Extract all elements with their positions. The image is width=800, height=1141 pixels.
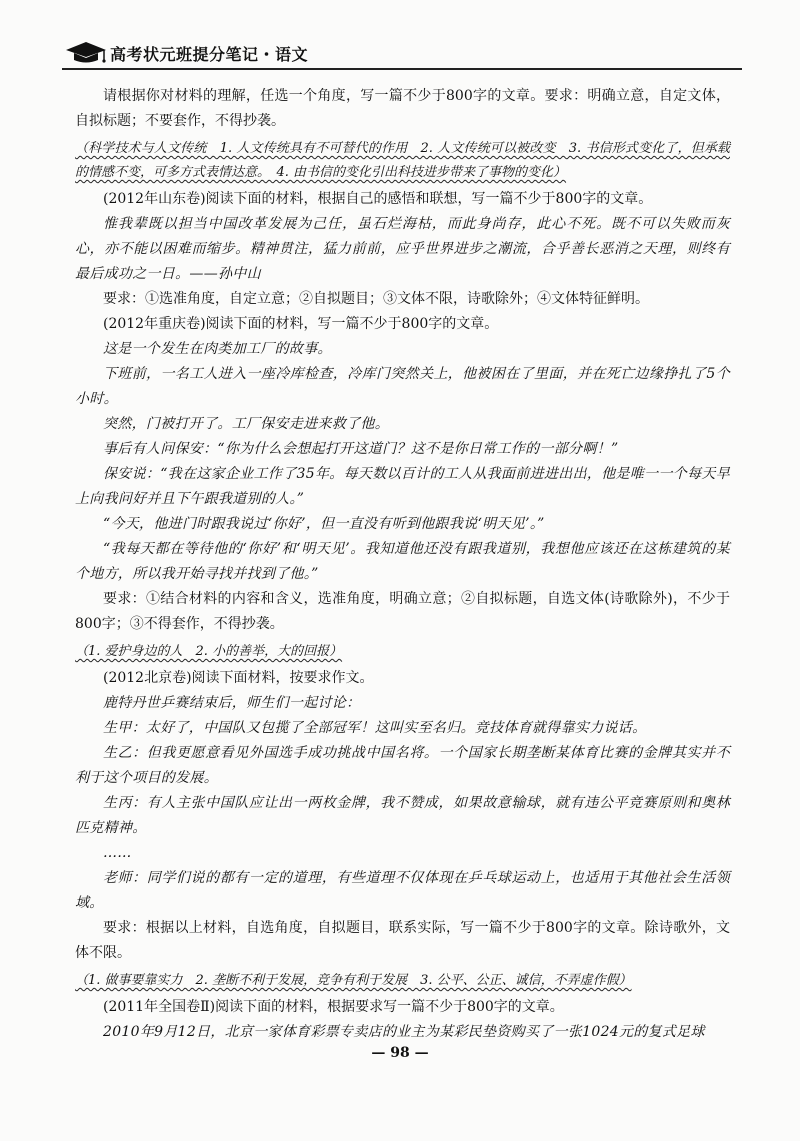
paragraph: 惟我辈既以担当中国改革发展为己任，虽石烂海枯，而此身尚存，此心不死。既不可以失败而灰心，亦不能以困难而缩步。精神贯注，猛力前前，应乎世界进步之潮流，合乎善长恶消之天理，则终有最后成功之一日。——孙中山 — [75, 216, 730, 282]
answer-note: （1. 爱护身边的人 2. 小的善举，大的回报） — [75, 644, 343, 659]
paragraph: 突然，门被打开了。工厂保安走进来救了他。 — [103, 416, 389, 432]
paragraph: (2012北京卷)阅读下面材料，按要求作文。 — [103, 670, 374, 686]
paragraph: (2012年重庆卷)阅读下面的材料，写一篇不少于800字的文章。 — [103, 316, 499, 332]
paragraph: 要求：①选准角度，自定立意；②自拟题目；③文体不限，诗歌除外；④文体特征鲜明。 — [103, 291, 649, 307]
paragraph: 生乙：但我更愿意看见外国选手成功挑战中国名将。一个国家长期垄断某体育比赛的金牌其实并不利于这个项目的发展。 — [75, 745, 730, 786]
paragraph: 2010年9月12日，北京一家体育彩票专卖店的业主为某彩民垫资购买了一张1024元的复式足球 — [103, 1024, 705, 1040]
paragraph: 生丙：有人主张中国队应让出一两枚金牌，我不赞成，如果故意输球，就有违公平竞赛原则和奥林匹克精神。 — [75, 795, 730, 836]
paragraph: (2011年全国卷Ⅱ)阅读下面的材料，根据要求写一篇不少于800字的文章。 — [103, 999, 564, 1015]
paragraph: 请根据你对材料的理解，任选一个角度，写一篇不少于800字的文章。要求：明确立意，自定文体，自拟标题；不要套作，不得抄袭。 — [75, 88, 730, 129]
paragraph: 鹿特丹世乒赛结束后，师生们一起讨论： — [103, 695, 361, 711]
paragraph: …… — [103, 845, 132, 861]
page-number: — 98 — — [371, 1045, 429, 1061]
answer-note: （科学技术与人文传统 1. 人文传统具有不可替代的作用 2. 人文传统可以被改变 3. 书信形式变化了，但承载的情感不变，可多方式表情达意。 4. 由书信的变化引出科技进步带来了事物的变化） — [75, 141, 730, 180]
page-content — [75, 84, 730, 1045]
page-header — [62, 38, 742, 72]
graduation-cap-icon — [64, 40, 108, 64]
paragraph: “我每天都在等待他的‘你好’和‘明天见’。我知道他还没有跟我道别，我想他应该还在这栋建筑的某个地方，所以我开始寻找并找到了他。” — [75, 541, 730, 582]
paragraph: 要求：①结合材料的内容和含义，选准角度，明确立意；②自拟标题，自选文体(诗歌除外)，不少于800字；③不得套作，不得抄袭。 — [75, 591, 730, 632]
paragraph: 要求：根据以上材料，自选角度，自拟题目，联系实际，写一篇不少于800字的文章。除诗歌外，文体不限。 — [75, 920, 730, 961]
paragraph: 下班前，一名工人进入一座冷库检查，冷库门突然关上，他被困在了里面，并在死亡边缘挣扎了5个小时。 — [75, 366, 730, 407]
answer-note: （1. 做事要靠实力 2. 垄断不利于发展，竞争有利于发展 3. 公平、公正、诚信，不弄虚作假） — [75, 973, 632, 988]
header-title: 高考状元班提分笔记・语文 — [110, 45, 309, 64]
paragraph: (2012年山东卷)阅读下面的材料，根据自己的感悟和联想，写一篇不少于800字的文章。 — [103, 191, 653, 207]
paragraph: 老师：同学们说的都有一定的道理，有些道理不仅体现在乒乓球运动上，也适用于其他社会生活领域。 — [75, 870, 730, 911]
paragraph: 生甲：太好了，中国队又包揽了全部冠军！这叫实至名归。竞技体育就得靠实力说话。 — [103, 720, 647, 736]
header-rule — [62, 68, 742, 70]
paragraph: 事后有人问保安：“你为什么会想起打开这道门？这不是你日常工作的一部分啊！” — [103, 441, 619, 457]
paragraph: 保安说：“我在这家企业工作了35年。每天数以百计的工人从我面前进进出出，他是唯一一个每天早上向我问好并且下午跟我道别的人。” — [75, 466, 730, 507]
paragraph: “今天，他进门时跟我说过‘你好’，但一直没有听到他跟我说‘明天见’。” — [103, 516, 545, 532]
paragraph: 这是一个发生在肉类加工厂的故事。 — [103, 341, 332, 357]
